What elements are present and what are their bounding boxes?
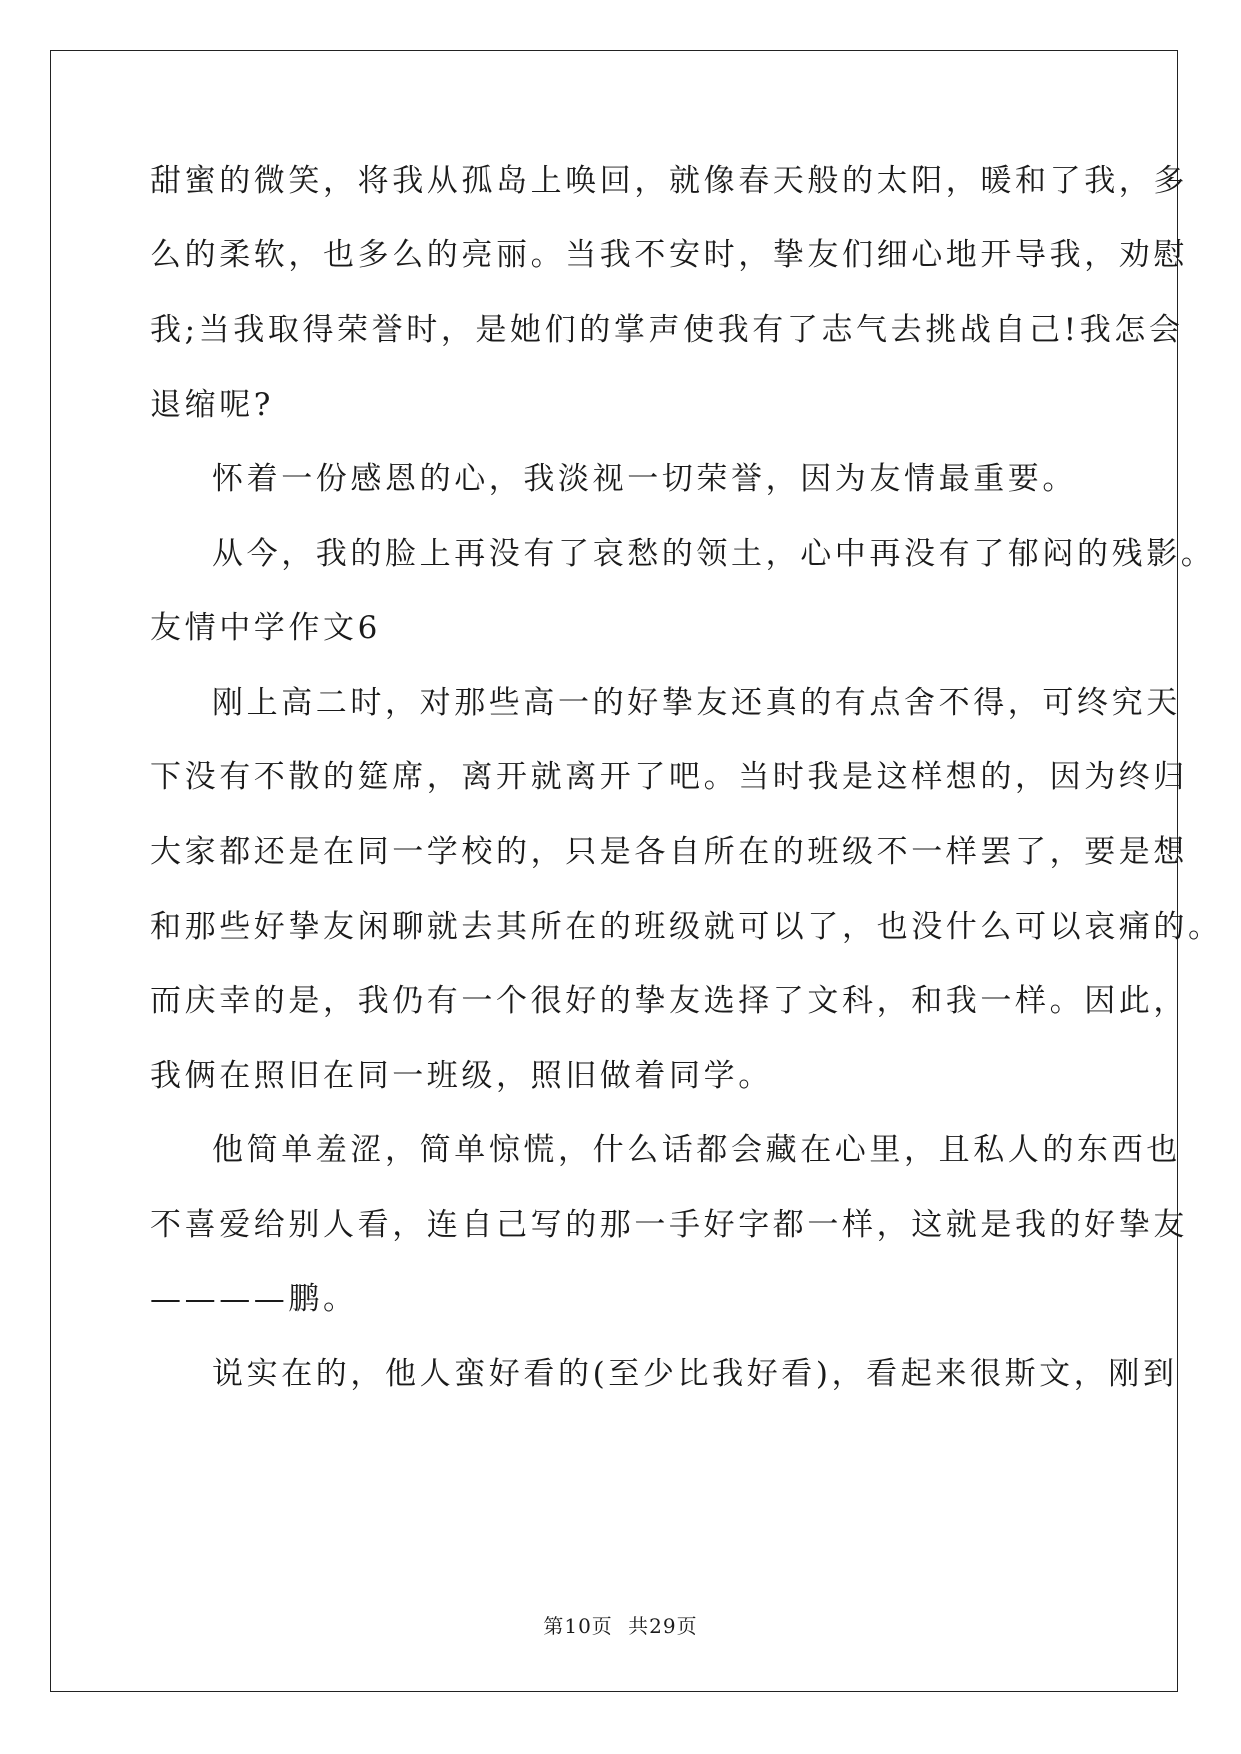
text-line: 刚上高二时，对那些高一的好挚友还真的有点舍不得，可终究天 [212,685,1181,721]
page-number-current: 第10页 [543,1614,613,1638]
text-line: 说实在的，他人蛮好看的(至少比我好看)，看起来很斯文，刚到 [212,1356,1178,1392]
section-heading: 友情中学作文6 [150,610,381,646]
page-number-total: 共29页 [628,1614,698,1638]
text-line: 我俩在照旧在同一班级，照旧做着同学。 [150,1058,773,1094]
text-line: 我;当我取得荣誉时，是她们的掌声使我有了志气去挑战自己!我怎会 [150,312,1184,348]
text-line: ————鹏。 [150,1281,358,1317]
text-line: 甜蜜的微笑，将我从孤岛上唤回，就像春天般的太阳，暖和了我，多 [150,163,1188,199]
text-line: 退缩呢? [150,387,275,423]
text-line: 从今，我的脸上再没有了哀愁的领土，心中再没有了郁闷的残影。 [212,536,1216,572]
text-line: 和那些好挚友闲聊就去其所在的班级就可以了，也没什么可以哀痛的。 [150,909,1223,945]
page-footer [0,1610,1241,1639]
text-line: 而庆幸的是，我仍有一个很好的挚友选择了文科，和我一样。因此， [150,983,1188,1019]
text-line: 怀着一份感恩的心，我淡视一切荣誉，因为友情最重要。 [212,461,1077,497]
text-line: 不喜爱给别人看，连自己写的那一手好字都一样，这就是我的好挚友 [150,1207,1188,1243]
text-line: 么的柔软，也多么的亮丽。当我不安时，挚友们细心地开导我，劝慰 [150,237,1188,273]
text-line: 他简单羞涩，简单惊慌，什么话都会藏在心里，且私人的东西也 [212,1132,1181,1168]
text-line: 大家都还是在同一学校的，只是各自所在的班级不一样罢了，要是想 [150,834,1188,870]
text-line: 下没有不散的筵席，离开就离开了吧。当时我是这样想的，因为终归 [150,759,1188,795]
